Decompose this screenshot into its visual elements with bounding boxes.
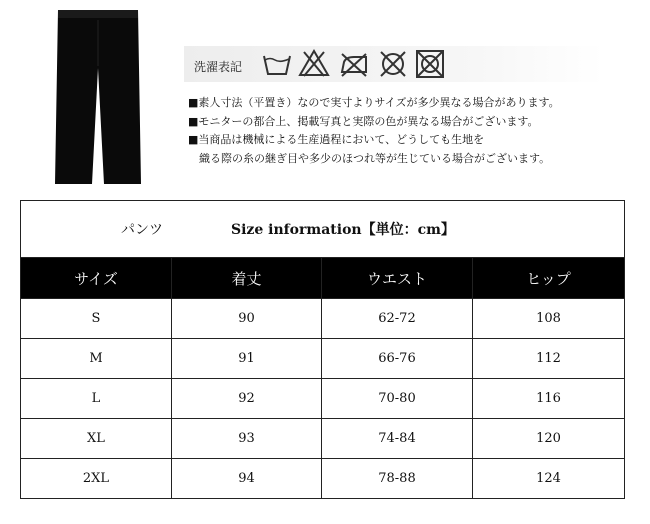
table-row (21, 339, 625, 379)
header-hip: ヒップ (473, 258, 625, 299)
table-row (21, 379, 625, 419)
cell-length: 91 (172, 339, 322, 379)
size-table-title: Size information【単位：cm】 (231, 222, 455, 238)
size-table (20, 200, 625, 499)
note-line: ■モニターの都合上、掲載写真と実際の色が異なる場合がございます。 (188, 114, 539, 128)
cell-length: 90 (172, 299, 322, 339)
table-row (21, 459, 625, 499)
cell-hip: 120 (473, 419, 625, 459)
size-table-title-row (21, 201, 625, 258)
dry-clean-icon (338, 48, 370, 78)
table-row (21, 419, 625, 459)
cell-size: 2XL (21, 459, 172, 499)
cell-size: XL (21, 419, 172, 459)
cell-length: 94 (172, 459, 322, 499)
header-size: サイズ (21, 258, 172, 299)
cell-length: 93 (172, 419, 322, 459)
size-table-header-row (21, 258, 625, 299)
cell-hip: 116 (473, 379, 625, 419)
cell-length: 92 (172, 379, 322, 419)
cell-waist: 62-72 (322, 299, 473, 339)
size-table-title-cell (21, 201, 625, 258)
note-line: ■当商品は機械による生産過程において、どうしても生地を (188, 133, 485, 146)
care-label-title: 洗濯表記 (194, 60, 243, 74)
note-line: 織る際の糸の継ぎ目や多少のほつれ等が生じている場合がございます。 (199, 151, 551, 165)
table-row (21, 299, 625, 339)
cell-hip: 112 (473, 339, 625, 379)
do-not-dry-icon (414, 48, 446, 80)
cell-waist: 74-84 (322, 419, 473, 459)
cell-size: S (21, 299, 172, 339)
header-waist: ウエスト (322, 258, 473, 299)
product-name: パンツ (121, 222, 163, 238)
note-line: ■素人寸法（平置き）なので実寸よりサイズが多少異なる場合があります。 (188, 96, 560, 109)
no-bleach-icon (298, 48, 330, 78)
cell-waist: 78-88 (322, 459, 473, 499)
cell-hip: 124 (473, 459, 625, 499)
cell-waist: 70-80 (322, 379, 473, 419)
header-length: 着丈 (172, 258, 322, 299)
notes-block (188, 94, 560, 168)
cell-size: M (21, 339, 172, 379)
cell-size: L (21, 379, 172, 419)
cell-hip: 108 (473, 299, 625, 339)
no-tumble-dry-icon (378, 48, 408, 78)
wash-tub-30-icon (262, 48, 292, 78)
cell-waist: 66-76 (322, 339, 473, 379)
pants-image (52, 6, 144, 188)
